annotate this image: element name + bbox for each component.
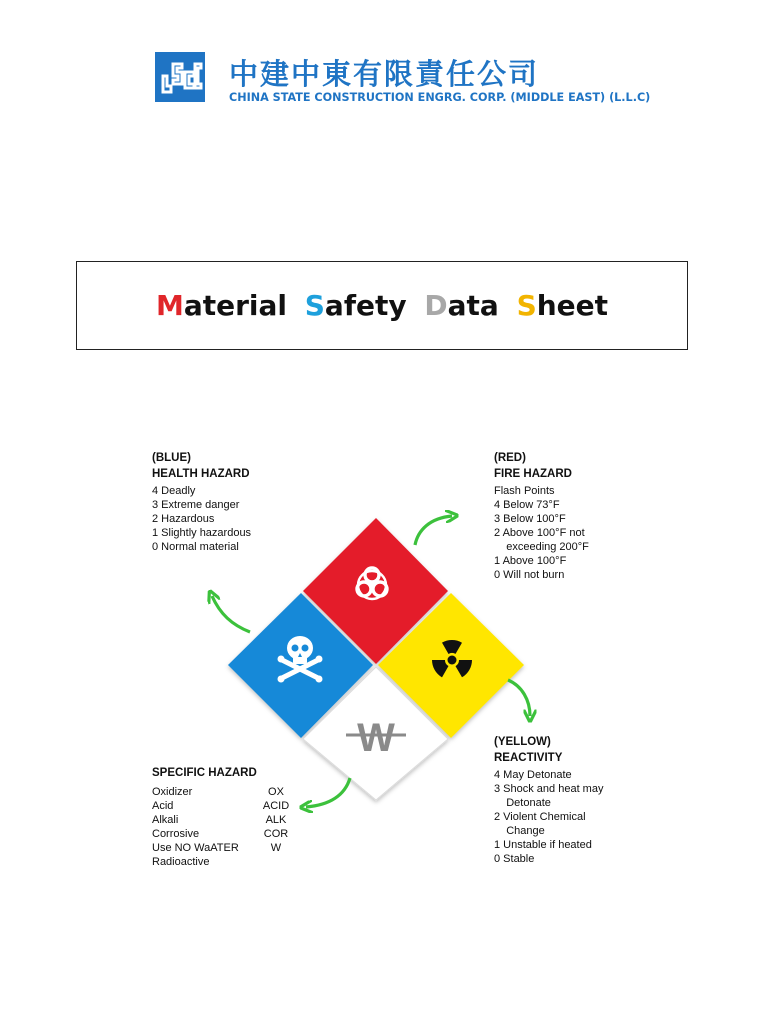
title-initial: S: [304, 289, 325, 322]
arrow-health-icon: [212, 596, 250, 632]
specific-hazard-block: [152, 765, 296, 869]
fire-item: 4 Below 73°F: [494, 499, 560, 511]
specific-code: [256, 855, 296, 869]
fire-item: 0 Will not burn: [494, 569, 565, 581]
reactivity-item: Change: [494, 825, 545, 837]
specific-code: W: [270, 842, 282, 854]
health-item: 3 Extreme danger: [152, 499, 240, 511]
specific-row: [152, 785, 296, 799]
reactivity-heading: REACTIVITY: [494, 752, 563, 764]
fire-item: 3 Below 100°F: [494, 513, 566, 525]
title-initial: M: [155, 289, 184, 322]
specific-name: Acid: [152, 800, 174, 812]
specific-row: [152, 855, 296, 869]
specific-code: COR: [263, 828, 289, 840]
title-initial: D: [424, 289, 448, 322]
fire-item: 1 Above 100°F: [494, 555, 567, 567]
fire-color-label: (RED): [494, 452, 526, 464]
fire-heading: FIRE HAZARD: [494, 468, 572, 480]
reactivity-item: 4 May Detonate: [494, 769, 572, 781]
fire-item: 2 Above 100°F not: [494, 527, 585, 539]
health-hazard-block: [152, 450, 251, 554]
reactivity-block: [494, 734, 603, 866]
title-word-rest: ata: [447, 289, 499, 322]
reactivity-item: 1 Unstable if heated: [494, 839, 592, 851]
title-initial: S: [516, 289, 537, 322]
company-name-english: CHINA STATE CONSTRUCTION ENGRG. CORP. (MIDDLE EAST) (L.L.C): [229, 91, 651, 104]
health-heading: HEALTH HAZARD: [152, 468, 250, 480]
white-symbol: W: [357, 716, 395, 760]
title-word-rest: afety: [324, 289, 407, 322]
company-name-chinese: 中建中東有限責任公司: [229, 57, 540, 91]
specific-name: Corrosive: [152, 828, 200, 840]
specific-row: [152, 841, 296, 855]
reactivity-item: 0 Stable: [494, 853, 535, 865]
title-word-rest: heet: [536, 289, 609, 322]
health-item: 4 Deadly: [152, 485, 196, 497]
specific-name: Radioactive: [152, 856, 210, 868]
specific-code: ALK: [265, 814, 287, 826]
specific-row: [152, 799, 296, 813]
health-item: 2 Hazardous: [152, 513, 215, 525]
specific-code: ACID: [262, 800, 290, 812]
specific-name: Use NO WaATER: [152, 842, 239, 854]
fire-hazard-block: [494, 450, 589, 582]
health-item: 0 Normal material: [152, 541, 239, 553]
reactivity-color-label: (YELLOW): [494, 736, 551, 748]
specific-name: Oxidizer: [152, 786, 193, 798]
arrow-specific-icon: [306, 778, 350, 807]
reactivity-item: 3 Shock and heat may: [494, 783, 604, 795]
fire-subheading: Flash Points: [494, 485, 555, 497]
specific-code: OX: [268, 786, 284, 798]
specific-row: [152, 813, 296, 827]
fire-item: exceeding 200°F: [494, 541, 589, 553]
health-item: 1 Slightly hazardous: [152, 527, 252, 539]
specific-heading: SPECIFIC HAZARD: [152, 767, 257, 779]
reactivity-item: Detonate: [494, 797, 551, 809]
specific-row: [152, 827, 296, 841]
reactivity-item: 2 Violent Chemical: [494, 811, 586, 823]
specific-name: Alkali: [152, 814, 179, 826]
arrow-fire-icon: [415, 516, 452, 545]
arrow-reactivity-icon: [508, 680, 530, 716]
title-word-rest: aterial: [183, 289, 287, 322]
health-color-label: (BLUE): [152, 452, 191, 464]
